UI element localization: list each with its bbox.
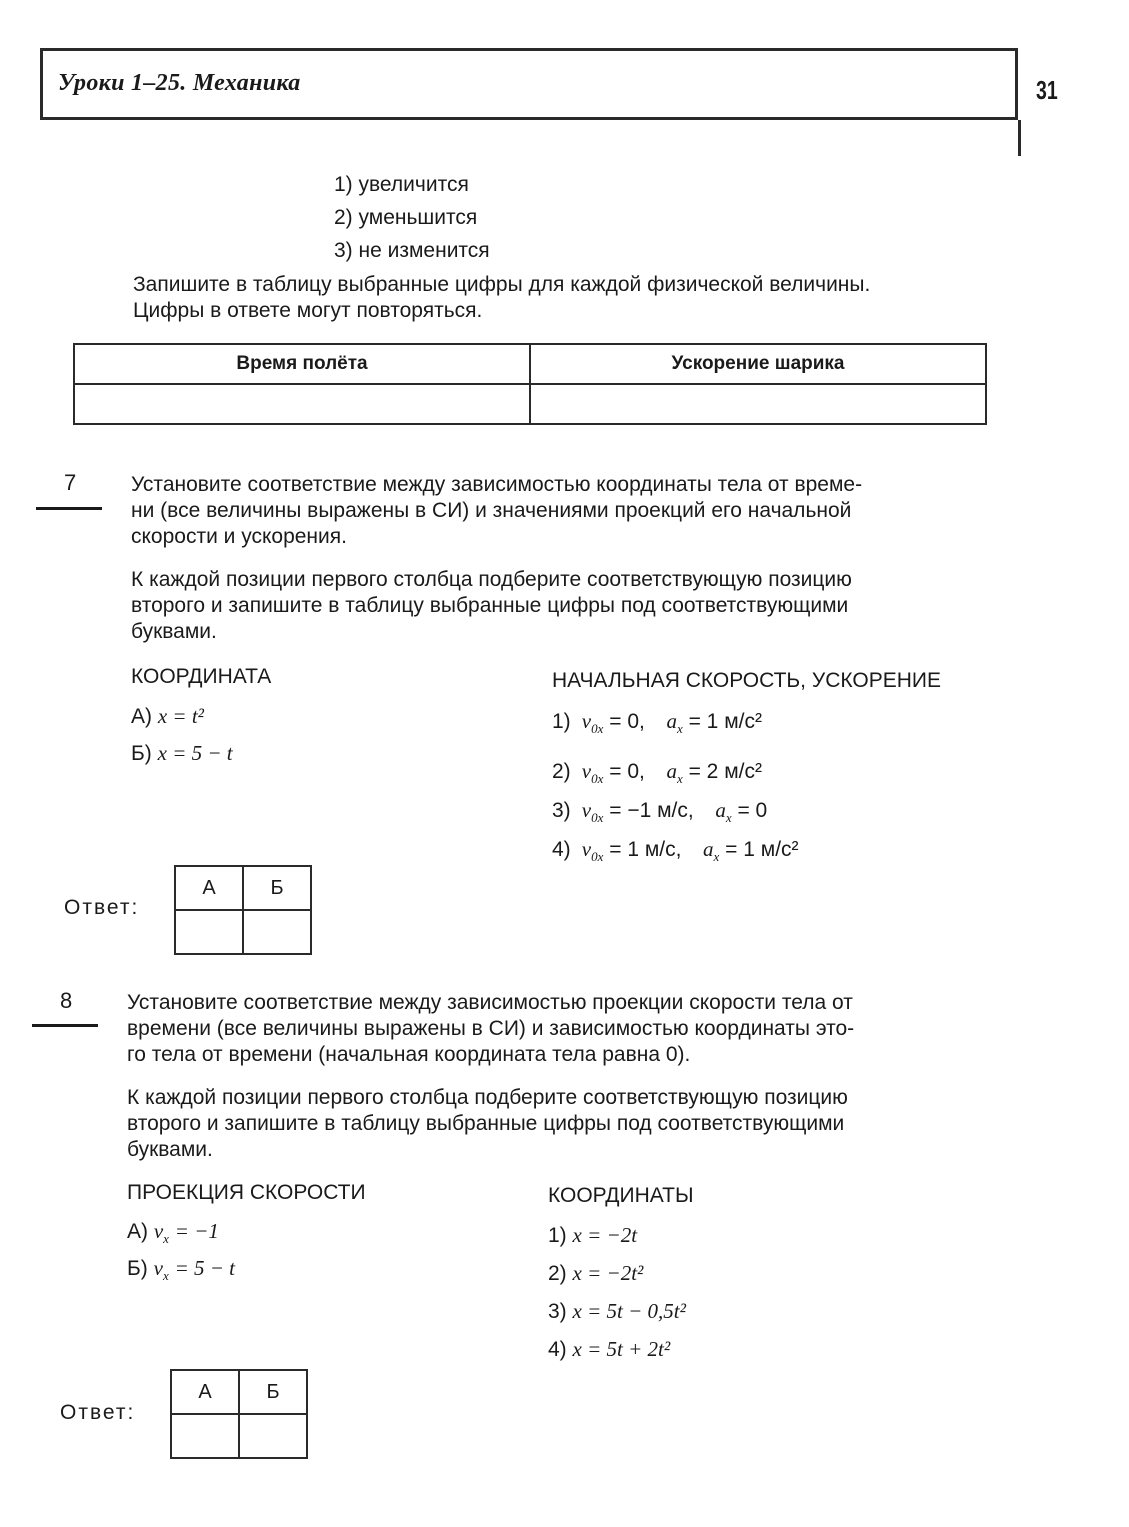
q6-answer-cell-acceleration[interactable] bbox=[530, 384, 986, 424]
q7-col1-expr: x = 5 − t bbox=[157, 741, 233, 765]
q8-text bbox=[127, 990, 1017, 1068]
q7-col2-item-3: 3) $v_{0x} = -1$ м/с, $a_x = 0$ bbox=[552, 798, 768, 826]
q7-col2-a: = 0 bbox=[737, 799, 768, 822]
q8-col1-label: Б) bbox=[127, 1257, 148, 1280]
q6-answer-table bbox=[73, 343, 987, 425]
q8-number: 8 bbox=[60, 988, 73, 1013]
q7-col2-item-4: 4) $v_{0x} = 1$ м/с, $a_x = 1$ м/с² bbox=[552, 837, 799, 865]
q8-col2-header: КООРДИНАТЫ bbox=[548, 1184, 694, 1207]
q6-instruction bbox=[133, 272, 1023, 324]
q8-answer-label: Ответ: bbox=[60, 1401, 136, 1424]
q8-answer-header-b: Б bbox=[239, 1370, 307, 1414]
q7-text-line: ни (все величины выражены в СИ) и значениями проекций его начальной bbox=[131, 499, 852, 522]
q8-answer-grid bbox=[170, 1369, 308, 1459]
q8-text-line: времени (все величины выражены в СИ) и зависимостью координаты это- bbox=[127, 1017, 855, 1040]
q7-col2-item-1: 1) $v_{0x} = 0$, $a_x = 1$ м/с² bbox=[552, 709, 762, 737]
q7-instruction-line: второго и запишите в таблицу выбранные цифры под соответствующими bbox=[131, 594, 849, 617]
q8-instruction-line: буквами. bbox=[127, 1138, 213, 1161]
q7-instruction bbox=[131, 567, 1021, 645]
q6-answer-cell-flight-time[interactable] bbox=[74, 384, 530, 424]
q6-option-3: 3) не изменится bbox=[334, 239, 490, 262]
q8-col2-label: 3) bbox=[548, 1300, 567, 1323]
q7-col2-v: = 0, bbox=[609, 710, 645, 733]
q7-col2-v: = 0, bbox=[609, 760, 645, 783]
q7-col2-a: = 2 м/с² bbox=[688, 760, 762, 783]
q6-option-2: 2) уменьшится bbox=[334, 206, 478, 229]
q8-answer-cell-b[interactable] bbox=[239, 1414, 307, 1458]
q7-answer-cell-a[interactable] bbox=[175, 910, 243, 954]
q7-col1-header: КООРДИНАТА bbox=[131, 665, 272, 688]
q6-instruction-line: Цифры в ответе могут повторяться. bbox=[133, 299, 483, 322]
q7-answer-grid bbox=[174, 865, 312, 955]
q8-instruction bbox=[127, 1085, 1017, 1163]
q8-col2-expr: x = 5t + 2t² bbox=[572, 1337, 671, 1361]
q7-col2-a: = 1 м/с² bbox=[688, 710, 762, 733]
q8-col2-expr: x = −2t bbox=[572, 1223, 638, 1247]
q7-answer-header-a: А bbox=[175, 866, 243, 910]
q7-text-line: скорости и ускорения. bbox=[131, 525, 347, 548]
q7-instruction-line: буквами. bbox=[131, 620, 217, 643]
q8-answer-cell-a[interactable] bbox=[171, 1414, 239, 1458]
q7-number-underline bbox=[36, 507, 102, 510]
q8-instruction-line: К каждой позиции первого столбца подберите соответствующую позицию bbox=[127, 1086, 848, 1109]
q7-answer-label: Ответ: bbox=[64, 896, 140, 919]
q8-col2-item-2 bbox=[548, 1260, 643, 1287]
q7-col2-label: 1) bbox=[552, 710, 571, 733]
q6-option-1: 1) увеличится bbox=[334, 173, 469, 196]
q7-text bbox=[131, 472, 1021, 550]
q7-col2-item-2: 2) $v_{0x} = 0$, $a_x = 2$ м/с² bbox=[552, 759, 762, 787]
q8-col2-item-3 bbox=[548, 1298, 686, 1325]
q8-col2-expr: x = 5t − 0,5t² bbox=[572, 1299, 686, 1323]
q7-col2-label: 3) bbox=[552, 799, 571, 822]
q8-text-line: го тела от времени (начальная координата тела равна 0). bbox=[127, 1043, 691, 1066]
q7-number: 7 bbox=[64, 470, 77, 495]
q7-col2-a: = 1 м/с² bbox=[725, 838, 799, 861]
chapter-title: Уроки 1–25. Механика bbox=[58, 70, 301, 96]
q8-col1-header: ПРОЕКЦИЯ СКОРОСТИ bbox=[127, 1181, 366, 1204]
q6-instruction-line: Запишите в таблицу выбранные цифры для каждой физической величины. bbox=[133, 273, 871, 296]
q7-col1-item-b bbox=[131, 740, 233, 767]
q8-col2-label: 2) bbox=[548, 1262, 567, 1285]
q8-col2-item-4 bbox=[548, 1336, 670, 1363]
q8-col2-item-1 bbox=[548, 1222, 637, 1249]
page-number: 31 bbox=[1036, 75, 1058, 105]
q7-text-line: Установите соответствие между зависимостью координаты тела от време- bbox=[131, 473, 863, 496]
q7-col1-item-a bbox=[131, 703, 204, 730]
q7-col2-header: НАЧАЛЬНАЯ СКОРОСТЬ, УСКОРЕНИЕ bbox=[552, 669, 941, 692]
q7-col2-v: = −1 м/с, bbox=[609, 799, 694, 822]
header-side-rule bbox=[1018, 120, 1021, 156]
q7-col2-label: 2) bbox=[552, 760, 571, 783]
q8-col1-expr: = 5 − t bbox=[174, 1256, 236, 1280]
q7-col1-label: А) bbox=[131, 705, 152, 728]
q7-col1-label: Б) bbox=[131, 742, 152, 765]
q8-col1-item-a: А) $v_x = -1$ bbox=[127, 1219, 219, 1247]
q7-answer-cell-b[interactable] bbox=[243, 910, 311, 954]
q6-table-header-flight-time: Время полёта bbox=[74, 344, 530, 384]
q8-number-underline bbox=[32, 1024, 98, 1027]
q7-col1-expr: x = t² bbox=[157, 704, 204, 728]
q8-col1-label: А) bbox=[127, 1220, 148, 1243]
q8-text-line: Установите соответствие между зависимостью проекции скорости тела от bbox=[127, 991, 853, 1014]
q8-col2-label: 1) bbox=[548, 1224, 567, 1247]
q8-instruction-line: второго и запишите в таблицу выбранные цифры под соответствующими bbox=[127, 1112, 845, 1135]
q6-table-header-acceleration: Ускорение шарика bbox=[530, 344, 986, 384]
q7-col2-label: 4) bbox=[552, 838, 571, 861]
q8-col1-item-b: Б) $v_x = 5 - t$ bbox=[127, 1256, 236, 1284]
q8-col1-expr: = −1 bbox=[174, 1219, 219, 1243]
q7-instruction-line: К каждой позиции первого столбца подберите соответствующую позицию bbox=[131, 568, 852, 591]
q8-answer-header-a: А bbox=[171, 1370, 239, 1414]
q8-col2-expr: x = −2t² bbox=[572, 1261, 644, 1285]
q8-col2-label: 4) bbox=[548, 1338, 567, 1361]
q7-answer-header-b: Б bbox=[243, 866, 311, 910]
q7-col2-v: = 1 м/с, bbox=[609, 838, 682, 861]
